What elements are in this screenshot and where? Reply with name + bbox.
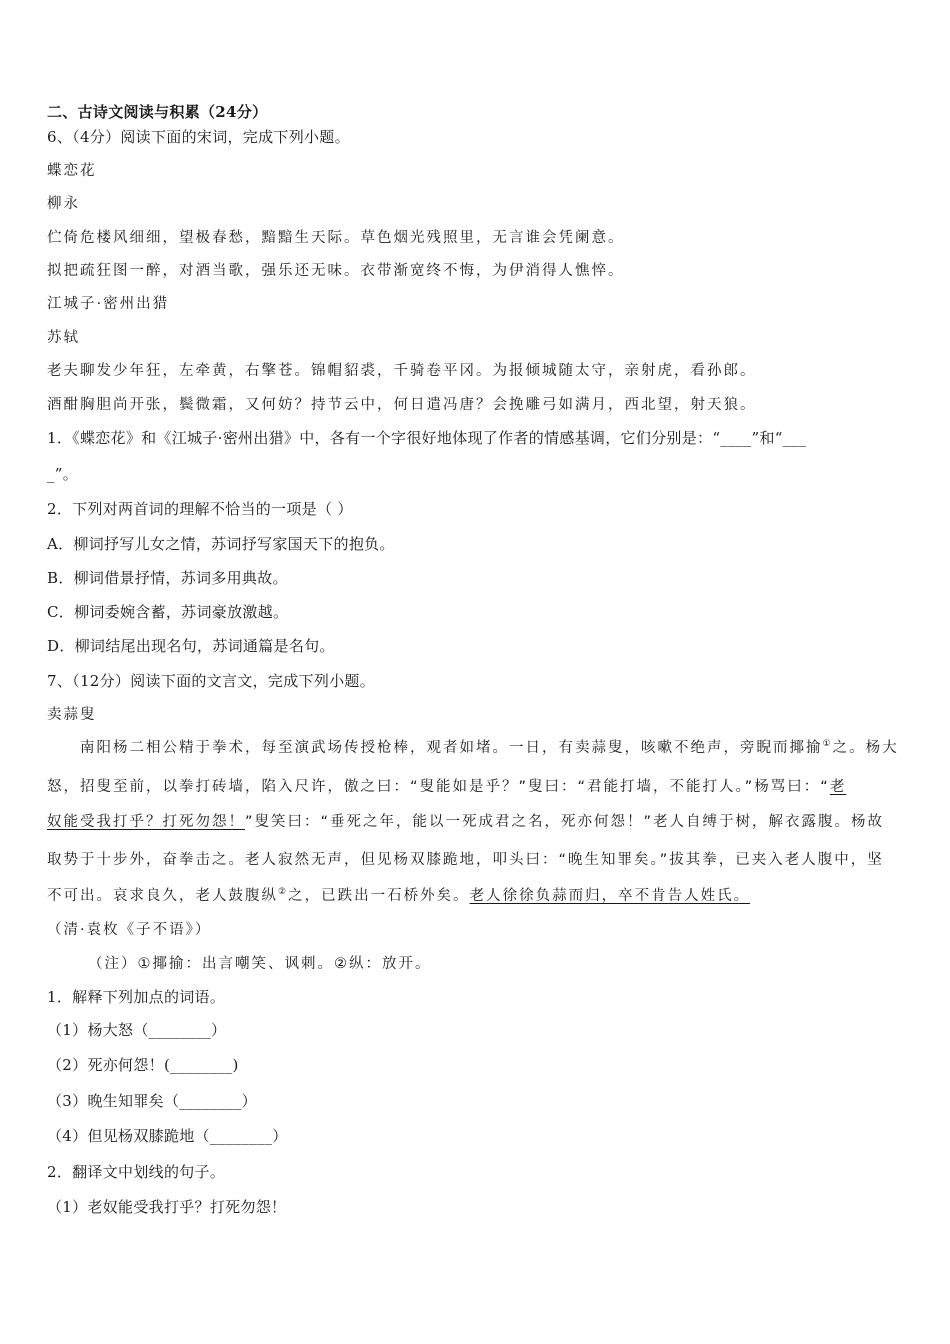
poem2-line2: 酒酣胸胆尚开张，鬓微霜，又何妨？持节云中，何日遣冯唐？会挽雕弓如满月，西北望，射天狼。 [47,397,757,413]
passage-title: 卖蒜叟 [47,707,97,723]
question-6-intro: 6、（4分）阅读下面的宋词，完成下列小题。 [47,128,350,146]
passage-source: （清·袁枚《子不语》） [47,922,212,938]
passage-line3: 奴能受我打乎？打死勿怨！”叟笑曰：“垂死之年，能以一死成君之名，死亦何怨！”老人自缚于树，解衣露腹。杨故 [47,814,885,830]
underlined-sentence-1-start: 老 [829,779,847,795]
footnote-1-marker: ① [822,739,833,750]
q6-sub1-line2: _”。 [47,465,79,483]
poem2-author: 苏轼 [47,330,80,346]
passage-line1: 南阳杨二相公精于拳术，每至演武场传授枪棒，观者如堵。一日，有卖蒜叟，咳嗽不绝声，旁睨而揶揄①之。杨大 [80,739,899,756]
poem1-line1: 伫倚危楼风细细，望极春愁，黯黯生天际。草色烟光残照里，无言谁会凭阑意。 [47,230,625,246]
q7-sub1-item2: （2）死亦何怨！(________) [47,1056,239,1074]
q6-sub1-line1: 1．《蝶恋花》和《江城子·密州出猎》中，各有一个字很好地体现了作者的情感基调，它们分别是：“____”和“___ [47,429,807,447]
footnote-2-marker: ② [278,887,289,898]
option-d: D．柳词结尾出现名句，苏词通篇是名句。 [47,637,335,655]
underlined-sentence-2: 老人徐徐负蒜而归，卒不肯告人姓氏。 [469,888,751,904]
q6-sub2: 2．下列对两首词的理解不恰当的一项是（ ） [47,500,353,518]
poem1-author: 柳永 [47,196,80,212]
passage-line2: 怒，招叟至前，以拳打砖墙，陷入尺许，傲之曰：“叟能如是乎？”叟曰：“君能打墙，不能打人。”杨骂曰：“老 [47,779,847,795]
q7-sub1: 1．解释下列加点的词语。 [47,988,226,1006]
passage-line4: 取势于十步外，奋拳击之。老人寂然无声，但见杨双膝跪地，叩头曰：“晚生知罪矣。”拔其拳，已夹入老人腹中，坚 [47,852,884,868]
poem1-title: 蝶恋花 [47,163,97,179]
option-c: C．柳词委婉含蓄，苏词豪放激越。 [47,603,289,621]
option-a: A．柳词抒写儿女之情，苏词抒写家国天下的抱负。 [47,535,395,553]
passage-notes: （注）①揶揄：出言嘲笑、讽刺。②纵：放开。 [88,956,432,972]
q7-sub2: 2．翻译文中划线的句子。 [47,1163,226,1181]
passage-line5: 不可出。哀求良久，老人鼓腹纵②之，已跌出一石桥外矣。老人徐徐负蒜而归，卒不肯告人姓氏。 [47,887,751,904]
q7-sub1-item4: （4）但见杨双膝跪地（________） [47,1127,288,1145]
option-b: B．柳词借景抒情，苏词多用典故。 [47,569,288,587]
question-7-intro: 7、（12分）阅读下面的文言文，完成下列小题。 [47,672,376,690]
section-title: 二、古诗文阅读与积累（24分） [47,103,268,121]
q7-sub2-item1: （1）老奴能受我打乎？打死勿怨！ [47,1198,287,1216]
poem1-line2: 拟把疏狂图一醉，对酒当歌，强乐还无味。衣带渐宽终不悔，为伊消得人憔悴。 [47,263,625,279]
q7-sub1-item3: （3）晚生知罪矣（________） [47,1092,257,1110]
underlined-sentence-1-end: 奴能受我打乎？打死勿怨！ [47,814,245,830]
poem2-title: 江城子·密州出猎 [47,296,170,312]
poem2-line1: 老夫聊发少年狂，左牵黄，右擎苍。锦帽貂裘，千骑卷平冈。为报倾城随太守，亲射虎，看孙郎。 [47,363,757,379]
q7-sub1-item1: （1）杨大怒（________） [47,1021,227,1039]
